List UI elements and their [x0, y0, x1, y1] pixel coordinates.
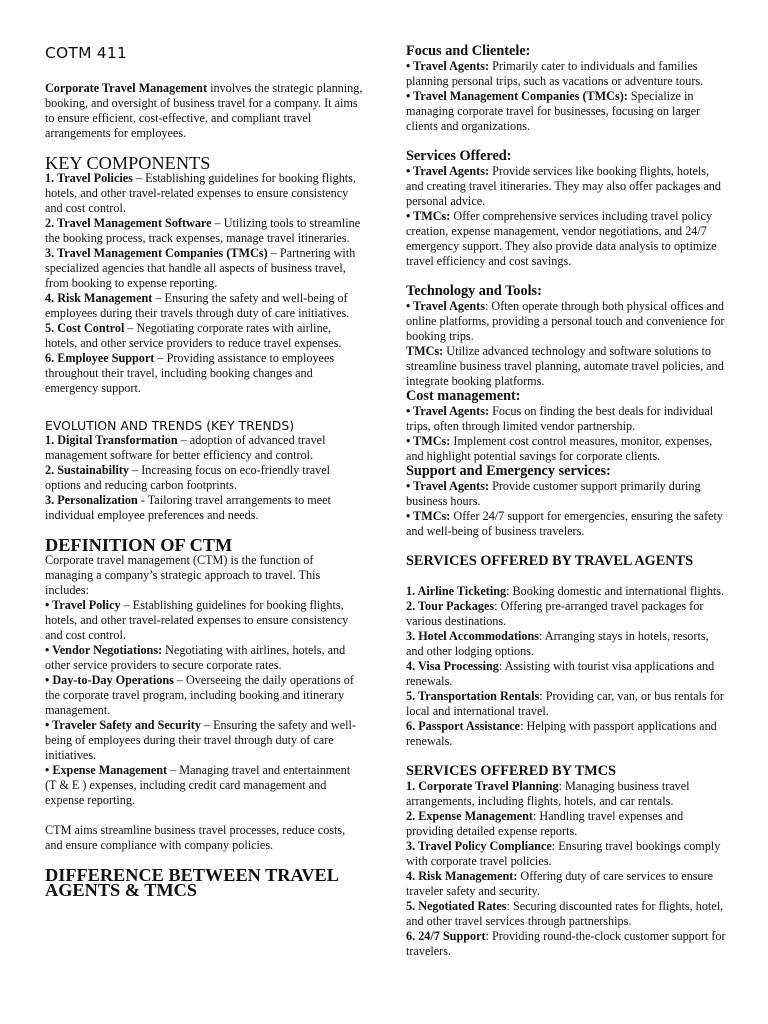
list-item: [406, 809, 728, 839]
intro-term: Corporate Travel Management: [45, 81, 208, 95]
support-heading: Support and Emergency services:: [406, 463, 611, 479]
list-item-term: 3. Personalization: [45, 493, 138, 507]
list-item: [45, 433, 363, 463]
list-item: [45, 321, 363, 351]
difference-heading: DIFFERENCE BETWEEN TRAVEL AGENTS & TMCS: [45, 865, 338, 900]
evolution-heading: EVOLUTION AND TRENDS (KEY TRENDS): [45, 418, 295, 433]
list-item-text: – Establishing guidelines for booking flights, hotels, and other travel-related expenses to ensure consistency and cost control.: [45, 171, 356, 215]
intro-paragraph: [45, 81, 363, 141]
right-column: [406, 44, 728, 959]
list-item: [406, 584, 728, 599]
technology-heading: Technology and Tools:: [406, 283, 542, 299]
list-item-term: 5. Negotiated Rates: [406, 899, 507, 913]
list-item-term: 1. Travel Policies: [45, 171, 133, 185]
list-item-text: – Utilizing tools to streamline the booking process, track expenses, manage travel itineraries.: [45, 216, 361, 245]
list-item-term: 1. Corporate Travel Planning: [406, 779, 559, 793]
list-item-text: - Tailoring travel arrangements to meet individual employee preferences and needs.: [45, 493, 331, 522]
list-item: [406, 779, 728, 809]
list-item: [45, 291, 363, 321]
list-item-text: – Partnering with specialized agencies that handle all aspects of business travel, from booking to expense reporting.: [45, 246, 356, 290]
list-item-term: 6. Employee Support: [45, 351, 155, 365]
list-item: [406, 929, 728, 959]
list-item: [45, 763, 363, 808]
list-item-text: : Providing car, van, or bus rentals for local and international travel.: [406, 689, 724, 718]
list-item-term: • TMCs:: [406, 434, 451, 448]
list-item: [406, 899, 728, 929]
list-item: [45, 643, 363, 673]
cost-list: [406, 404, 728, 464]
list-item-term: 6. 24/7 Support: [406, 929, 486, 943]
definition-heading: DEFINITION OF CTM: [45, 535, 233, 555]
list-item-text: – Negotiating corporate rates with airline, hotels, and other service providers to reduce travel expenses.: [45, 321, 342, 350]
list-item-term: • Traveler Safety and Security: [45, 718, 201, 732]
list-item-term: • Travel Agents: [406, 299, 485, 313]
list-item-term: 3. Travel Management Companies (TMCs): [45, 246, 268, 260]
focus-list: [406, 59, 728, 134]
list-item-term: • Expense Management: [45, 763, 168, 777]
list-item: [45, 246, 363, 291]
list-item: [406, 629, 728, 659]
evolution-list: [45, 433, 363, 523]
intro-text: involves the strategic planning, booking, and oversight of business travel for a company. It aims to ensure efficient, cost-effective, and compliant travel arrangements for employees.: [45, 81, 363, 140]
list-item: [406, 404, 728, 434]
list-item-text: : Securing discounted rates for flights, hotel, and other travel services through partnerships.: [406, 899, 724, 928]
list-item: [45, 598, 363, 643]
list-item-term: 2. Travel Management Software: [45, 216, 212, 230]
list-item: [406, 299, 728, 344]
list-item-text: Utilize advanced technology and software solutions to streamline business travel planning, automate travel policies, and integrate booking platforms.: [406, 344, 724, 388]
list-item-term: 1. Digital Transformation: [45, 433, 178, 447]
list-item: [45, 463, 363, 493]
list-item-text: Specialize in managing corporate travel for businesses, focusing on larger clients and organizations.: [406, 89, 701, 133]
list-item-term: • Travel Agents:: [406, 479, 490, 493]
list-item-term: • Travel Policy: [45, 598, 121, 612]
list-item-term: • Travel Agents:: [406, 59, 490, 73]
list-item-text: : Booking domestic and international flights.: [506, 584, 725, 598]
agents-services-list: [406, 584, 728, 749]
list-item-term: 6. Passport Assistance: [406, 719, 521, 733]
list-item-text: Negotiating with airlines, hotels, and other service providers to secure corporate rates.: [45, 643, 346, 672]
list-item-term: 5. Transportation Rentals: [406, 689, 540, 703]
list-item-text: Provide services like booking flights, hotels, and creating travel itineraries. They may also offer packages and personal advice.: [406, 164, 721, 208]
agents-services-heading: SERVICES OFFERED BY TRAVEL AGENTS: [406, 553, 694, 569]
list-item-text: – Increasing focus on eco-friendly travel options and reducing carbon footprints.: [45, 463, 331, 492]
list-item-term: 2. Tour Packages: [406, 599, 495, 613]
list-item: [406, 659, 728, 689]
list-item-term: • Travel Management Companies (TMCs):: [406, 89, 628, 103]
document-title: COTM 411: [45, 44, 127, 62]
list-item-text: Provide customer support primarily during business hours.: [406, 479, 701, 508]
key-components-heading: KEY COMPONENTS: [45, 153, 211, 173]
list-item-text: – Overseeing the daily operations of the corporate travel program, including booking and itinerary management.: [45, 673, 354, 717]
list-item-text: – Establishing guidelines for booking flights, hotels, and other travel-related expenses to ensure consistency and cost control.: [45, 598, 349, 642]
list-item-text: – Managing travel and entertainment (T & E ) expenses, including credit card management and expense reporting.: [45, 763, 351, 807]
list-item-text: Offering duty of care services to ensure traveler safety and security.: [406, 869, 714, 898]
tmcs-services-list: [406, 779, 728, 959]
list-item: [406, 719, 728, 749]
list-item: [406, 434, 728, 464]
list-item-term: • Travel Agents:: [406, 404, 490, 418]
definition-intro: Corporate travel management (CTM) is the function of managing a company’s strategic approach to travel. This includes:: [45, 553, 321, 597]
list-item: [406, 689, 728, 719]
list-item: [45, 673, 363, 718]
list-item-term: 4. Risk Management:: [406, 869, 518, 883]
services-offered-list: [406, 164, 728, 269]
list-item: [406, 599, 728, 629]
list-item: [406, 344, 728, 389]
list-item: [406, 869, 728, 899]
list-item-text: Focus on finding the best deals for individual trips, often through limited vendor partnership.: [406, 404, 714, 433]
list-item: [45, 351, 363, 396]
list-item-text: : Helping with passport applications and renewals.: [406, 719, 717, 748]
list-item-text: : Arranging stays in hotels, resorts, and other lodging options.: [406, 629, 709, 658]
list-item-text: – Providing assistance to employees throughout their travel, including booking changes and emergency support.: [45, 351, 335, 395]
list-item-term: • Day-to-Day Operations: [45, 673, 174, 687]
focus-heading: Focus and Clientele:: [406, 43, 531, 59]
list-item-text: Offer comprehensive services including travel policy creation, expense management, vendor negotiations, and 24/7 emergency support. They also provide data analysis to optimize travel efficiency and cost savings.: [406, 209, 717, 268]
list-item: [406, 89, 728, 134]
list-item-term: 4. Visa Processing: [406, 659, 499, 673]
list-item-term: 3. Travel Policy Compliance: [406, 839, 552, 853]
list-item-text: : Managing business travel arrangements, including flights, hotels, and car rentals.: [406, 779, 690, 808]
definition-list: [45, 598, 363, 808]
list-item: [406, 509, 728, 539]
list-item: [406, 839, 728, 869]
list-item: [406, 59, 728, 89]
list-item-text: Offer 24/7 support for emergencies, ensuring the safety and well-being of business travelers.: [406, 509, 724, 538]
list-item-text: : Often operate through both physical offices and online platforms, providing a personal touch and convenience for booking trips.: [406, 299, 725, 343]
list-item-term: 2. Sustainability: [45, 463, 129, 477]
list-item-term: 3. Hotel Accommodations: [406, 629, 540, 643]
list-item: [406, 164, 728, 209]
list-item-text: – Ensuring the safety and well-being of employees during their travel through duty of care initiatives.: [45, 718, 356, 762]
list-item-term: • TMCs:: [406, 209, 451, 223]
key-components-list: [45, 171, 363, 396]
list-item: [45, 493, 363, 523]
list-item-text: Implement cost control measures, monitor, expenses, and highlight potential savings for corporate clients.: [406, 434, 713, 463]
list-item: [45, 216, 363, 246]
definition-closing: CTM aims streamline business travel processes, reduce costs, and ensure compliance with company policies.: [45, 823, 346, 852]
list-item: [45, 171, 363, 216]
left-column: [45, 44, 363, 898]
list-item-term: • Vendor Negotiations:: [45, 643, 163, 657]
list-item-text: : Offering pre-arranged travel packages for various destinations.: [406, 599, 704, 628]
list-item-term: TMCs:: [406, 344, 444, 358]
list-item-text: : Ensuring travel bookings comply with corporate travel policies.: [406, 839, 721, 868]
list-item-term: • Travel Agents:: [406, 164, 490, 178]
list-item-text: : Assisting with tourist visa applications and renewals.: [406, 659, 715, 688]
technology-list: [406, 299, 728, 389]
list-item: [406, 479, 728, 509]
tmcs-services-heading: SERVICES OFFERED BY TMCS: [406, 763, 616, 779]
cost-heading: Cost management:: [406, 388, 521, 404]
list-item-term: 4. Risk Management: [45, 291, 153, 305]
list-item-text: – Ensuring the safety and well-being of employees during their travels through duty of care initiatives.: [45, 291, 350, 320]
list-item-text: : Providing round-the-clock customer support for travelers.: [406, 929, 726, 958]
services-offered-heading: Services Offered:: [406, 148, 512, 164]
list-item: [45, 718, 363, 763]
support-list: [406, 479, 728, 539]
list-item-text: : Handling travel expenses and providing detailed expense reports.: [406, 809, 684, 838]
list-item-text: – adoption of advanced travel management software for better efficiency and control.: [45, 433, 326, 462]
list-item-term: 5. Cost Control: [45, 321, 125, 335]
list-item-text: Primarily cater to individuals and families planning personal trips, such as vacations or adventure tours.: [406, 59, 704, 88]
list-item-term: 2. Expense Management: [406, 809, 533, 823]
list-item-term: • TMCs:: [406, 509, 451, 523]
list-item-term: 1. Airline Ticketing: [406, 584, 507, 598]
list-item: [406, 209, 728, 269]
